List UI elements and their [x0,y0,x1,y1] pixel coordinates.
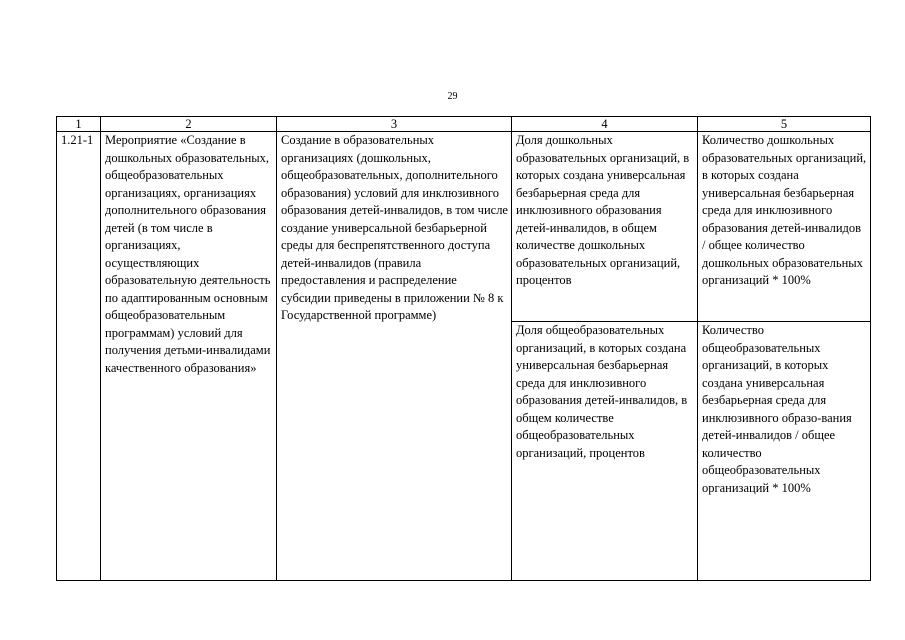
indicator-general-cell [512,322,698,581]
header-col-2: 2 [101,117,277,132]
header-col-3: 3 [277,117,512,132]
formula-general: Количество общеобразовательных организаций, в которых создана универсальная безбарьерная среда для инклюзивного образо-вания детей-инвалидов / общее количество общеобразовательных организаций * 100% [702,323,852,495]
indicator-preschool-cell [512,132,698,322]
program-table [56,116,871,581]
indicator-general: Доля общеобразовательных организаций, в которых создана универсальная безбарьерная среда для инклюзивного образования детей-инвалидов, в общем количестве общеобразовательных организаций, процентов [516,323,688,460]
header-row [57,117,871,132]
table-row [57,132,871,322]
header-col-5: 5 [698,117,871,132]
event-description: Создание в образовательных организациях (дошкольных, общеобразовательных, дополнительного образования) условий для инклюзивного образования детей-инвалидов, в том числе создание универсальной безбарьерной среды для беспрепятственного доступа детей-инвалидов (правила предоставления и распределение субсидии приведены в приложении № 8 к Государственной программе) [281,133,508,322]
indicator-preschool: Доля дошкольных образовательных организаций, в которых создана универсальная безбарьерная среда для инклюзивного образования детей-инвалидов, в общем количестве дошкольных образовательных организаций, процентов [516,133,690,287]
row-number: 1.21-1 [57,132,101,581]
header-col-4: 4 [512,117,698,132]
formula-preschool-cell [698,132,871,322]
event-name-cell [101,132,277,581]
event-name: Мероприятие «Создание в дошкольных образовательных, общеобразовательных организациях, организациях дополнительного образования детей (в том числе в организациях, осуществляющих образовательную деятельность по адаптированным основным общеобразовательным программам) условий для получения детьми-инвалидами качественного образования» [105,133,271,375]
page-number: 29 [447,91,458,102]
event-description-cell [277,132,512,581]
formula-preschool: Количество дошкольных образовательных организаций, в которых создана универсальная безбарьерная среда для инклюзивного образования детей-инвалидов / общее количество дошкольных образовательных организаций * 100% [702,133,867,287]
header-col-1: 1 [57,117,101,132]
formula-general-cell [698,322,871,581]
